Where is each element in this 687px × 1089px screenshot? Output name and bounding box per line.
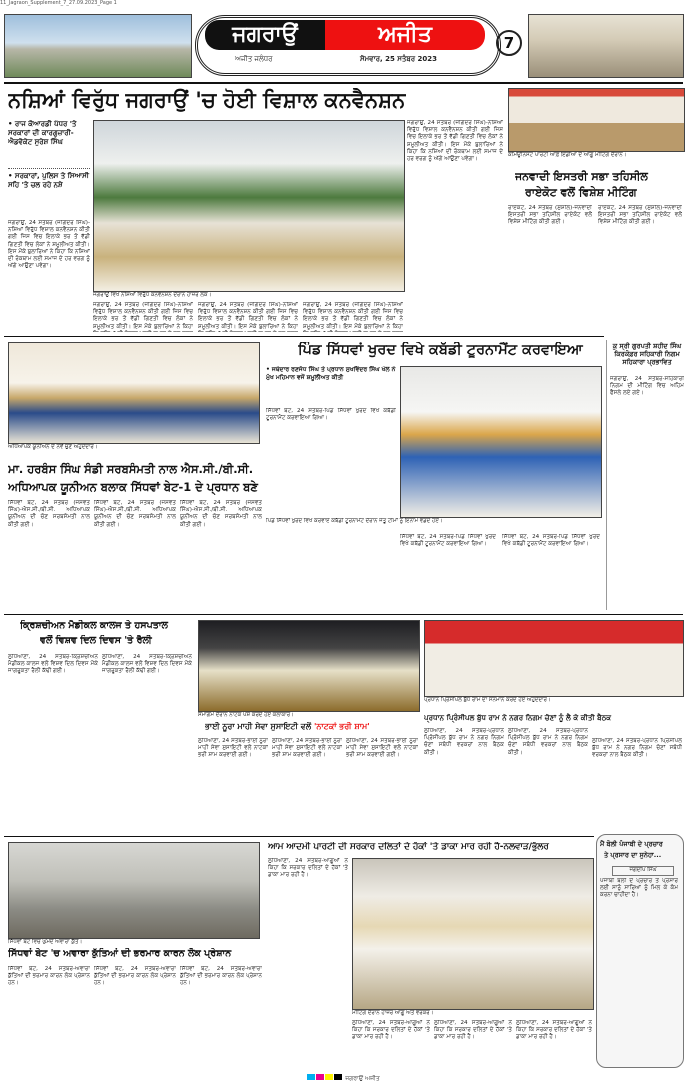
story8-photo-caption: ਸਿੱਧਵਾਂ ਬੇਟ ਵਿਚ ਘੁੰਮਦੇ ਅਵਾਰਾ ਕੁੱਤੇ। (8, 939, 83, 945)
story8-photo (8, 842, 260, 939)
story1-body-col3: ਜਗਰਾਉਂ, 24 ਸਤੰਬਰ (ਜੋਗਿੰਦਰ ਸਿੰਘ)-ਨਸ਼ਿਆਂ ਵਿਰੁੱਧ ਵਿਸ਼ਾਲ ਕਨਵੈਨਸ਼ਨ ਕੀਤੀ ਗਈ ਜਿਸ ਵਿਚ ਇਲਾਕੇ ਭਰ ਤੋਂ ਵੱਡੀ ਗਿਣਤੀ ਵਿਚ ਲੋਕਾਂ ਨੇ ਸ਼ਮੂਲੀਅਤ ਕੀਤੀ। ਇਸ ਮੌਕੇ ਬੁਲਾਰਿਆਂ ਨੇ ਕਿਹਾ (198, 302, 298, 330)
story4-headline: ਪਿੰਡ ਸਿੱਧਵਾਂ ਖੁਰਦ ਵਿਖੇ ਕਬੱਡੀ ਟੂਰਨਾਮੈਂਟ ਕਰਵਾਇਆ (298, 342, 583, 358)
story7-photo-caption: ਪ੍ਰਧਾਨ ਪ੍ਰਿੰਸੀਪਲ ਬੁੱਧ ਰਾਮ ਦਾ ਸਨਮਾਨ ਕਰਦੇ ਹੋਏ ਅਹੁਦੇਦਾਰ। (424, 697, 551, 703)
story7-headline: ਪ੍ਰਧਾਨ ਪ੍ਰਿੰਸੀਪਲ ਬੁੱਧ ਰਾਮ ਨੇ ਨਗਰ ਨਿਗਮ ਚੋਣਾਂ ਨੂੰ ਲੈ ਕੇ ਕੀਤੀ ਬੈਠਕ (424, 713, 612, 722)
story6-headline-highlight: 'ਨਾਟਕਾਂ ਭਰੀ ਸ਼ਾਮ' (313, 722, 370, 731)
story2-headline-line1: ਜਨਵਾਦੀ ਇਸਤਰੀ ਸਭਾ ਤਹਿਸੀਲ (515, 170, 648, 183)
story3-photo (8, 342, 260, 444)
story9-photo (352, 858, 594, 1010)
footer-label: ਜਗਰਾਉਂ ਅਜੀਤ (345, 1075, 380, 1082)
page-number: 7 (496, 30, 522, 56)
story8-headline: ਸਿੱਧਵਾਂ ਬੇਟ 'ਚ ਅਵਾਰਾ ਕੁੱਤਿਆਂ ਦੀ ਭਰਮਾਰ ਕਾਰਨ ਲੋਕ ਪ੍ਰੇਸ਼ਾਨ (8, 948, 232, 959)
story1-body-col5: ਜਗਰਾਉਂ, 24 ਸਤੰਬਰ (ਜੋਗਿੰਦਰ ਸਿੰਘ)-ਨਸ਼ਿਆਂ ਵਿਰੁੱਧ ਵਿਸ਼ਾਲ ਕਨਵੈਨਸ਼ਨ ਕੀਤੀ ਗਈ ਜਿਸ ਵਿਚ ਇਲਾਕੇ ਭਰ ਤੋਂ ਵੱਡੀ ਗਿਣਤੀ ਵਿਚ ਲੋਕਾਂ ਨੇ ਸ਼ਮੂਲੀਅਤ ਕੀਤੀ। ਇਸ ਮੌਕੇ ਬੁਲਾਰਿਆਂ ਨੇ ਕਿਹਾ ਕਿ ਨਸ਼ਿਆਂ ਦੀ ਰੋਕਥਾਮ ਲਈ ਸਮਾਜ ਦੇ ਹਰ ਵਰਗ ਨੂੰ ਅੱਗੇ ਆਉਣਾ ਪਵੇਗਾ। (407, 120, 503, 163)
cmyk-swatch (334, 1074, 342, 1080)
masthead-title-right: ਅਜੀਤ (325, 20, 485, 50)
story7-photo (424, 620, 684, 697)
story4-bullet: • ਜਥੇਦਾਰ ਰਣਜੋਧ ਸਿੰਘ ਤੇ ਪ੍ਰਧਾਨ ਸੁਖਵਿੰਦਰ ਸਿੰਘ ਖੇਲ ਨੇ ਮੁੱਖ ਮਹਿਮਾਨ ਵਜੋਂ ਸ਼ਮੂਲੀਅਤ ਕੀਤੀ (266, 366, 396, 381)
story8-body-col3: ਸਿੱਧਵਾਂ ਬੇਟ, 24 ਸਤੰਬਰ-ਅਵਾਰਾ ਕੁੱਤਿਆਂ ਦੀ ਭਰਮਾਰ ਕਾਰਨ ਲੋਕ ਪ੍ਰੇਸ਼ਾਨ ਹਨ। (180, 966, 262, 987)
masthead-date: ਸੋਮਵਾਰ, 25 ਸਤੰਬਰ 2023 (360, 55, 438, 63)
sidebar-headline: ਕੁ ਸ੍ਰੀ ਗੁਰਪਤੀ ਸ਼ਹੀਦ ਸਿੰਘ ਕਿਰਕੋਫ਼ਰ ਸਹਿਕਾਰੀ ਨਿਗਮ ਸਹਿਕਾਰਾ ਪ੍ਰਭਾਵਿਤ (612, 342, 682, 366)
story7-body-col2: ਲੁਧਿਆਣਾ, 24 ਸਤੰਬਰ-ਪ੍ਰਧਾਨ ਪ੍ਰਿੰਸੀਪਲ ਬੁੱਧ ਰਾਮ ਨੇ ਨਗਰ ਨਿਗਮ ਚੋਣਾਂ ਸਬੰਧੀ ਵਰਕਰਾਂ ਨਾਲ ਬੈਠਕ ਕੀਤੀ। (508, 728, 588, 756)
masthead-photo-left (4, 14, 192, 78)
box-byline: ਜਗਦੀਪ ਸਿੰਘ (612, 866, 674, 876)
story6-body-col1: ਲੁਧਿਆਣਾ, 24 ਸਤੰਬਰ-ਭਾਈ ਨੂਰਾ ਮਾਹੀ ਸੇਵਾ ਸੁਸਾਇਟੀ ਵਲੋਂ ਨਾਟਕਾਂ ਭਰੀ ਸ਼ਾਮ ਕਰਵਾਈ ਗਈ। (198, 738, 268, 759)
story2-body-col2: ਰਾਏਕੋਟ, 24 ਸਤੰਬਰ (ਸੁਸ਼ੀਲ)-ਜਨਵਾਦੀ ਇਸਤਰੀ ਸਭਾ ਤਹਿਸੀਲ ਰਾਏਕੋਟ ਵਲੋਂ ਵਿਸ਼ੇਸ਼ ਮੀਟਿੰਗ ਕੀਤੀ ਗਈ। (598, 205, 682, 226)
story1-photo (93, 120, 405, 292)
story6-body-col3: ਲੁਧਿਆਣਾ, 24 ਸਤੰਬਰ-ਭਾਈ ਨੂਰਾ ਮਾਹੀ ਸੇਵਾ ਸੁਸਾਇਟੀ ਵਲੋਂ ਨਾਟਕਾਂ ਭਰੀ ਸ਼ਾਮ ਕਰਵਾਈ ਗਈ। (346, 738, 418, 759)
story6-body-col2: ਲੁਧਿਆਣਾ, 24 ਸਤੰਬਰ-ਭਾਈ ਨੂਰਾ ਮਾਹੀ ਸੇਵਾ ਸੁਸਾਇਟੀ ਵਲੋਂ ਨਾਟਕਾਂ ਭਰੀ ਸ਼ਾਮ ਕਰਵਾਈ ਗਈ। (272, 738, 342, 759)
story3-headline-line1: ਮਾ. ਹਰਬੰਸ ਸਿੰਘ ਸੰਡੀ ਸਰਬਸੰਮਤੀ ਨਾਲ ਐਸ.ਸੀ./ਬੀ.ਸੀ. (8, 462, 254, 476)
story2-photo-caption: ਕਮਿਊਨਿਸਟ ਪਾਰਟੀ ਆਫ਼ ਇੰਡੀਆ ਦੇ ਆਗੂ ਮੀਟਿੰਗ ਦੌਰਾਨ। (508, 152, 627, 158)
story1-photo-caption: ਜਗਰਾਉਂ ਵਿਖੇ ਨਸ਼ਿਆਂ ਵਿਰੁੱਧ ਕਨਵੈਨਸ਼ਨ ਦੌਰਾਨ ਹਾਜ਼ਰ ਲੋਕ। (93, 292, 212, 298)
story6-headline-prefix: ਭਾਈ ਨੂਰਾ ਮਾਹੀ ਸੇਵਾ ਸੁਸਾਇਟੀ ਵਲੋਂ (205, 722, 312, 731)
story3-body-col1: ਸਿੱਧਵਾਂ ਬੇਟ, 24 ਸਤੰਬਰ (ਜਸਵੰਤ ਸਿੰਘ)-ਐਸ.ਸੀ./ਬੀ.ਸੀ. ਅਧਿਆਪਕ ਯੂਨੀਅਨ ਦੀ ਚੋਣ ਸਰਬਸੰਮਤੀ ਨਾਲ ਕੀਤੀ ਗਈ। (8, 500, 90, 528)
story5-body-col2: ਲੁਧਿਆਣਾ, 24 ਸਤੰਬਰ-ਕ੍ਰਿਸ਼ਚੀਅਨ ਮੈਡੀਕਲ ਕਾਲਜ ਵਲੋਂ ਵਿਸ਼ਵ ਦਿਲ ਦਿਵਸ ਮੌਕੇ ਜਾਗਰੂਕਤਾ ਰੈਲੀ ਕੱਢੀ ਗਈ। (102, 654, 192, 675)
story7-body-col1: ਲੁਧਿਆਣਾ, 24 ਸਤੰਬਰ-ਪ੍ਰਧਾਨ ਪ੍ਰਿੰਸੀਪਲ ਬੁੱਧ ਰਾਮ ਨੇ ਨਗਰ ਨਿਗਮ ਚੋਣਾਂ ਸਬੰਧੀ ਵਰਕਰਾਂ ਨਾਲ ਬੈਠਕ ਕੀਤੀ। (424, 728, 504, 756)
story1-bullet-1: • ਰਾਜ ਕੋਆਰਡੀ ਪੱਧਰ 'ਤੇ ਸਰਕਾਰਾਂ ਦੀ ਕਾਰਗੁਜ਼ਾਰੀ- ਐਡਵੋਕੇਟ ਸੁਰੇਸ਼ ਸਿੰਘ (8, 120, 77, 146)
story4-body-col1: ਸਿੱਧਵਾਂ ਬੇਟ, 24 ਸਤੰਬਰ-ਪਿੰਡ ਸਿੱਧਵਾਂ ਖੁਰਦ ਵਿਖੇ ਕਬੱਡੀ ਟੂਰਨਾਮੈਂਟ ਕਰਵਾਇਆ ਗਿਆ। (266, 408, 396, 422)
box-title-line1: ਮੈਂ ਬੋਲੀ ਪੰਜਾਬੀ ਦੇ ਪ੍ਰਚਾਰ (600, 840, 663, 848)
cmyk-swatch (307, 1074, 315, 1080)
story5-body-col1: ਲੁਧਿਆਣਾ, 24 ਸਤੰਬਰ-ਕ੍ਰਿਸ਼ਚੀਅਨ ਮੈਡੀਕਲ ਕਾਲਜ ਵਲੋਂ ਵਿਸ਼ਵ ਦਿਲ ਦਿਵਸ ਮੌਕੇ ਜਾਗਰੂਕਤਾ ਰੈਲੀ ਕੱਢੀ ਗਈ। (8, 654, 98, 675)
box-title-line2: ਤੇ ਪ੍ਰਸਾਰ ਦਾ ਸੁਨੇਹਾ... (604, 851, 662, 859)
box-body: ਪੰਜਾਬੀ ਬੋਲੀ ਦੇ ਪ੍ਰਚਾਰ ਤੇ ਪ੍ਰਸਾਰ ਲਈ ਸਾਨੂੰ ਸਾਰਿਆਂ ਨੂੰ ਮਿਲ ਕੇ ਕੰਮ ਕਰਨਾ ਚਾਹੀਦਾ ਹੈ। (600, 878, 678, 899)
story3-headline-line2: ਅਧਿਆਪਕ ਯੂਨੀਅਨ ਬਲਾਕ ਸਿੱਧਵਾਂ ਬੇਟ-1 ਦੇ ਪ੍ਰਧਾਨ ਬਣੇ (8, 480, 258, 494)
story9-body-col2: ਲੁਧਿਆਣਾ, 24 ਸਤੰਬਰ-ਆਗੂਆਂ ਨੇ ਕਿਹਾ ਕਿ ਸਰਕਾਰ ਦਲਿਤਾਂ ਦੇ ਹੱਕਾਂ 'ਤੇ ਡਾਕਾ ਮਾਰ ਰਹੀ ਹੈ। (352, 1020, 430, 1041)
story5-headline-line1: ਕ੍ਰਿਸ਼ਚੀਅਨ ਮੈਡੀਕਲ ਕਾਲਜ ਤੇ ਹਸਪਤਾਲ (20, 620, 168, 631)
divider (8, 168, 90, 169)
story1-headline: ਨਸ਼ਿਆਂ ਵਿਰੁੱਧ ਜਗਰਾਉਂ 'ਚ ਹੋਈ ਵਿਸ਼ਾਲ ਕਨਵੈਨਸ਼ਨ (8, 88, 406, 112)
story8-body-col2: ਸਿੱਧਵਾਂ ਬੇਟ, 24 ਸਤੰਬਰ-ਅਵਾਰਾ ਕੁੱਤਿਆਂ ਦੀ ਭਰਮਾਰ ਕਾਰਨ ਲੋਕ ਪ੍ਰੇਸ਼ਾਨ ਹਨ। (94, 966, 176, 987)
story2-body-col1: ਰਾਏਕੋਟ, 24 ਸਤੰਬਰ (ਸੁਸ਼ੀਲ)-ਜਨਵਾਦੀ ਇਸਤਰੀ ਸਭਾ ਤਹਿਸੀਲ ਰਾਏਕੋਟ ਵਲੋਂ ਵਿਸ਼ੇਸ਼ ਮੀਟਿੰਗ ਕੀਤੀ ਗਈ। (508, 205, 592, 226)
story9-body-col3: ਲੁਧਿਆਣਾ, 24 ਸਤੰਬਰ-ਆਗੂਆਂ ਨੇ ਕਿਹਾ ਕਿ ਸਰਕਾਰ ਦਲਿਤਾਂ ਦੇ ਹੱਕਾਂ 'ਤੇ ਡਾਕਾ ਮਾਰ ਰਹੀ ਹੈ। (434, 1020, 512, 1041)
story9-body-col1: ਲੁਧਿਆਣਾ, 24 ਸਤੰਬਰ-ਆਗੂਆਂ ਨੇ ਕਿਹਾ ਕਿ ਸਰਕਾਰ ਦਲਿਤਾਂ ਦੇ ਹੱਕਾਂ 'ਤੇ ਡਾਕਾ ਮਾਰ ਰਹੀ ਹੈ। (268, 858, 348, 879)
story3-body-col2: ਸਿੱਧਵਾਂ ਬੇਟ, 24 ਸਤੰਬਰ (ਜਸਵੰਤ ਸਿੰਘ)-ਐਸ.ਸੀ./ਬੀ.ਸੀ. ਅਧਿਆਪਕ ਯੂਨੀਅਨ ਦੀ ਚੋਣ ਸਰਬਸੰਮਤੀ ਨਾਲ ਕੀਤੀ ਗਈ। (94, 500, 176, 528)
sidebar-body: ਜਗਰਾਉਂ, 24 ਸਤੰਬਰ-ਸਹਿਕਾਰੀ ਨਿਗਮ ਦੀ ਮੀਟਿੰਗ ਵਿਚ ਅਹਿਮ ਫੈਸਲੇ ਲਏ ਗਏ। (610, 376, 684, 397)
story6-headline (205, 722, 420, 732)
story6-photo (198, 620, 420, 712)
masthead-rule (4, 82, 683, 84)
story2-headline-line2: ਰਾਏਕੋਟ ਵਲੋਂ ਵਿਸ਼ੇਸ਼ ਮੀਟਿੰਗ (525, 186, 637, 199)
masthead-title-left: ਜਗਰਾਉਂ (205, 20, 325, 50)
story4-body-col3: ਸਿੱਧਵਾਂ ਬੇਟ, 24 ਸਤੰਬਰ-ਪਿੰਡ ਸਿੱਧਵਾਂ ਖੁਰਦ ਵਿਖੇ ਕਬੱਡੀ ਟੂਰਨਾਮੈਂਟ ਕਰਵਾਇਆ ਗਿਆ। (502, 534, 600, 548)
story1-body-col2: ਜਗਰਾਉਂ, 24 ਸਤੰਬਰ (ਜੋਗਿੰਦਰ ਸਿੰਘ)-ਨਸ਼ਿਆਂ ਵਿਰੁੱਧ ਵਿਸ਼ਾਲ ਕਨਵੈਨਸ਼ਨ ਕੀਤੀ ਗਈ ਜਿਸ ਵਿਚ ਇਲਾਕੇ ਭਰ ਤੋਂ ਵੱਡੀ ਗਿਣਤੀ ਵਿਚ ਲੋਕਾਂ ਨੇ ਸ਼ਮੂਲੀਅਤ ਕੀਤੀ। ਇਸ ਮੌਕੇ ਬੁਲਾਰਿਆਂ ਨੇ ਕਿਹਾ (93, 302, 193, 330)
story6-photo-caption: ਸਮਾਗਮ ਦੌਰਾਨ ਨਾਟਕ ਪੇਸ਼ ਕਰਦੇ ਹੋਏ ਕਲਾਕਾਰ। (198, 712, 294, 718)
story9-body-col4: ਲੁਧਿਆਣਾ, 24 ਸਤੰਬਰ-ਆਗੂਆਂ ਨੇ ਕਿਹਾ ਕਿ ਸਰਕਾਰ ਦਲਿਤਾਂ ਦੇ ਹੱਕਾਂ 'ਤੇ ਡਾਕਾ ਮਾਰ ਰਹੀ ਹੈ। (516, 1020, 592, 1041)
section-rule (4, 614, 683, 615)
story8-body-col1: ਸਿੱਧਵਾਂ ਬੇਟ, 24 ਸਤੰਬਰ-ਅਵਾਰਾ ਕੁੱਤਿਆਂ ਦੀ ਭਰਮਾਰ ਕਾਰਨ ਲੋਕ ਪ੍ਰੇਸ਼ਾਨ ਹਨ। (8, 966, 90, 987)
masthead-subtitle: ਅਜੀਤ ਜਲੰਧਰ (235, 55, 273, 63)
story1-body-col4: ਜਗਰਾਉਂ, 24 ਸਤੰਬਰ (ਜੋਗਿੰਦਰ ਸਿੰਘ)-ਨਸ਼ਿਆਂ ਵਿਰੁੱਧ ਵਿਸ਼ਾਲ ਕਨਵੈਨਸ਼ਨ ਕੀਤੀ ਗਈ ਜਿਸ ਵਿਚ ਇਲਾਕੇ ਭਰ ਤੋਂ ਵੱਡੀ ਗਿਣਤੀ ਵਿਚ ਲੋਕਾਂ ਨੇ ਸ਼ਮੂਲੀਅਤ ਕੀਤੀ। ਇਸ ਮੌਕੇ ਬੁਲਾਰਿਆਂ ਨੇ ਕਿਹਾ (303, 302, 403, 330)
story3-photo-caption: ਅਧਿਆਪਕ ਯੂਨੀਅਨ ਦੇ ਨਵੇਂ ਚੁਣੇ ਅਹੁਦੇਦਾਰ। (8, 444, 98, 450)
column-rule (606, 340, 607, 610)
story4-body-col2: ਸਿੱਧਵਾਂ ਬੇਟ, 24 ਸਤੰਬਰ-ਪਿੰਡ ਸਿੱਧਵਾਂ ਖੁਰਦ ਵਿਖੇ ਕਬੱਡੀ ਟੂਰਨਾਮੈਂਟ ਕਰਵਾਇਆ ਗਿਆ। (400, 534, 496, 548)
story2-photo (508, 88, 685, 152)
section-rule (4, 836, 594, 837)
footer (0, 1074, 687, 1086)
story9-photo-caption: ਮੀਟਿੰਗ ਦੌਰਾਨ ਹਾਜ਼ਰ ਆਗੂ ਅਤੇ ਵਰਕਰ। (352, 1010, 434, 1016)
story1-body-col1: ਜਗਰਾਉਂ, 24 ਸਤੰਬਰ (ਜੋਗਿੰਦਰ ਸਿੰਘ)-ਨਸ਼ਿਆਂ ਵਿਰੁੱਧ ਵਿਸ਼ਾਲ ਕਨਵੈਨਸ਼ਨ ਕੀਤੀ ਗਈ ਜਿਸ ਵਿਚ ਇਲਾਕੇ ਭਰ ਤੋਂ ਵੱਡੀ ਗਿਣਤੀ ਵਿਚ ਲੋਕਾਂ ਨੇ ਸ਼ਮੂਲੀਅਤ ਕੀਤੀ। ਇਸ ਮੌਕੇ ਬੁਲਾਰਿਆਂ ਨੇ ਕਿਹਾ ਕਿ ਨਸ਼ਿਆਂ ਦੀ ਰੋਕਥਾਮ ਲਈ ਸਮਾਜ ਦੇ ਹਰ ਵਰਗ ਨੂੰ ਅੱਗੇ ਆਉਣਾ ਪਵੇਗਾ। (8, 220, 90, 270)
story5-headline-line2: ਵਲੋਂ ਵਿਸ਼ਵ ਦਿਲ ਦਿਵਸ 'ਤੇ ਰੈਲੀ (40, 635, 152, 646)
story4-photo (400, 366, 602, 518)
story3-body-col3: ਸਿੱਧਵਾਂ ਬੇਟ, 24 ਸਤੰਬਰ (ਜਸਵੰਤ ਸਿੰਘ)-ਐਸ.ਸੀ./ਬੀ.ਸੀ. ਅਧਿਆਪਕ ਯੂਨੀਅਨ ਦੀ ਚੋਣ ਸਰਬਸੰਮਤੀ ਨਾਲ ਕੀਤੀ ਗਈ। (180, 500, 262, 528)
masthead-photo-right (528, 14, 684, 78)
story4-photo-caption: ਪਿੰਡ ਸਿੱਧਵਾਂ ਖੁਰਦ ਵਿਖੇ ਕਰਵਾਏ ਕਬੱਡੀ ਟੂਰਨਾਮੈਂਟ ਦੌਰਾਨ ਜੇਤੂ ਟੀਮਾਂ ਨੂੰ ਇਨਾਮ ਵੰਡਦੇ ਹੋਏ। (266, 518, 443, 524)
section-rule (4, 336, 604, 337)
cmyk-swatch (316, 1074, 324, 1080)
story1-bullet-2: • ਸਰਕਾਰਾਂ, ਪੁਲਿਸ ਤੇ ਸਿਆਸੀ ਸਹਿ 'ਤੇ ਚਲ ਰਹੇ ਨਸ਼ੇ (8, 172, 89, 189)
cmyk-swatch (325, 1074, 333, 1080)
story9-headline: ਆਮ ਆਦਮੀ ਪਾਰਟੀ ਦੀ ਸਰਕਾਰ ਦਲਿਤਾਂ ਦੇ ਹੱਕਾਂ 'ਤੇ ਡਾਕਾ ਮਾਰ ਰਹੀ ਹੈ-ਨਲਵਾੜ/ਭੁੱਲਰ (268, 842, 549, 852)
story7-body-col3: ਲੁਧਿਆਣਾ, 24 ਸਤੰਬਰ-ਪ੍ਰਧਾਨ ਪ੍ਰਿੰਸੀਪਲ ਬੁੱਧ ਰਾਮ ਨੇ ਨਗਰ ਨਿਗਮ ਚੋਣਾਂ ਸਬੰਧੀ ਵਰਕਰਾਂ ਨਾਲ ਬੈਠਕ ਕੀਤੀ। (592, 738, 682, 759)
print-slug: 11_Jagraon_Supplement_7_27.09.2023_Page 1 (0, 0, 117, 6)
